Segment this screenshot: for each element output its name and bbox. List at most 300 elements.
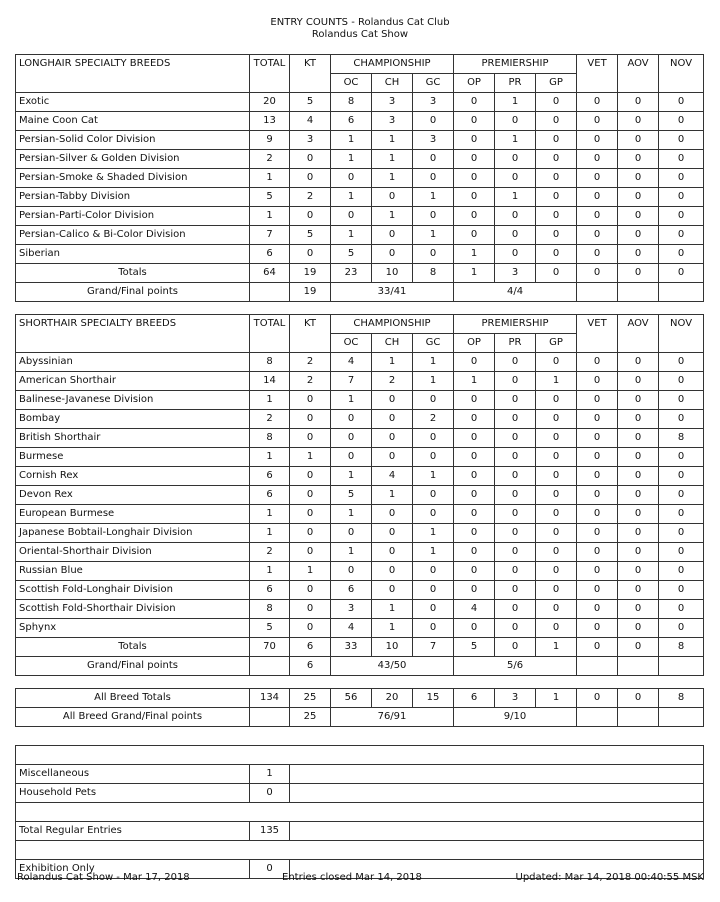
summary-table [15, 745, 704, 879]
breed-name: American Shorthair [16, 372, 250, 391]
count-cell: 0 [495, 112, 536, 131]
summary-row [16, 765, 704, 784]
count-cell: 0 [659, 245, 704, 264]
count-cell: 0 [331, 169, 372, 188]
column-header-kt: KT [290, 55, 331, 93]
count-cell: 1 [331, 391, 372, 410]
count-cell: 0 [372, 524, 413, 543]
footer-updated: Updated: Mar 14, 2018 00:40:55 MSK [515, 872, 704, 883]
total-cell: 1 [536, 689, 577, 708]
column-header-aov: AOV [618, 315, 659, 353]
count-cell: 4 [331, 619, 372, 638]
count-cell: 0 [577, 353, 618, 372]
count-cell: 0 [536, 505, 577, 524]
table-row [16, 353, 704, 372]
table-row [16, 150, 704, 169]
column-header-op: OP [454, 334, 495, 353]
count-cell: 0 [536, 226, 577, 245]
column-header-gc: GC [413, 334, 454, 353]
total-cell: 0 [536, 264, 577, 283]
count-cell: 0 [331, 207, 372, 226]
empty-cell [659, 657, 704, 676]
count-cell: 0 [659, 562, 704, 581]
count-cell: 0 [536, 581, 577, 600]
count-cell: 0 [495, 486, 536, 505]
count-cell: 0 [413, 562, 454, 581]
count-cell: 0 [659, 581, 704, 600]
count-cell: 0 [618, 372, 659, 391]
count-cell: 1 [413, 467, 454, 486]
total-cell: 23 [331, 264, 372, 283]
grand-final-championship: 43/50 [331, 657, 454, 676]
spacer-row [16, 803, 704, 822]
count-cell: 0 [618, 112, 659, 131]
breed-name: European Burmese [16, 505, 250, 524]
count-cell: 1 [250, 207, 290, 226]
count-cell: 0 [577, 581, 618, 600]
count-cell: 0 [454, 448, 495, 467]
header-row [16, 55, 704, 74]
breed-name: Oriental-Shorthair Division [16, 543, 250, 562]
empty-cell [577, 657, 618, 676]
count-cell: 1 [454, 372, 495, 391]
total-cell: 33 [331, 638, 372, 657]
count-cell: 0 [290, 207, 331, 226]
empty-cell [250, 283, 290, 302]
total-cell: 0 [495, 638, 536, 657]
count-cell: 0 [372, 188, 413, 207]
count-cell: 8 [250, 429, 290, 448]
count-cell: 0 [659, 93, 704, 112]
count-cell: 0 [577, 188, 618, 207]
summary-value: 0 [250, 860, 290, 879]
breed-name: Persian-Solid Color Division [16, 131, 250, 150]
count-cell: 0 [372, 429, 413, 448]
breed-name: Sphynx [16, 619, 250, 638]
section-title: SHORTHAIR SPECIALTY BREEDS [16, 315, 250, 353]
count-cell: 0 [454, 486, 495, 505]
column-header-championship: CHAMPIONSHIP [331, 55, 454, 74]
count-cell: 0 [536, 429, 577, 448]
count-cell: 0 [577, 131, 618, 150]
total-cell: 64 [250, 264, 290, 283]
table-row [16, 207, 704, 226]
count-cell: 0 [290, 169, 331, 188]
count-cell: 13 [250, 112, 290, 131]
total-cell: 3 [495, 689, 536, 708]
count-cell: 2 [250, 410, 290, 429]
breed-name: Balinese-Javanese Division [16, 391, 250, 410]
count-cell: 0 [454, 410, 495, 429]
total-cell: 7 [413, 638, 454, 657]
count-cell: 0 [659, 619, 704, 638]
count-cell: 0 [372, 505, 413, 524]
empty-cell [659, 708, 704, 727]
total-cell: 3 [495, 264, 536, 283]
count-cell: 1 [413, 226, 454, 245]
count-cell: 0 [618, 410, 659, 429]
count-cell: 0 [290, 619, 331, 638]
spacer-cell [16, 841, 704, 860]
footer-show-date: Rolandus Cat Show - Mar 17, 2018 [17, 872, 190, 883]
count-cell: 1 [413, 353, 454, 372]
spacer-cell [16, 803, 704, 822]
table-row [16, 245, 704, 264]
grand-final-premiership: 5/6 [454, 657, 577, 676]
table-row [16, 372, 704, 391]
count-cell: 0 [618, 207, 659, 226]
count-cell: 0 [618, 226, 659, 245]
count-cell: 1 [250, 169, 290, 188]
count-cell: 1 [290, 448, 331, 467]
table-row [16, 600, 704, 619]
column-header-vet: VET [577, 55, 618, 93]
count-cell: 0 [372, 581, 413, 600]
count-cell: 0 [495, 353, 536, 372]
total-cell: 8 [659, 638, 704, 657]
count-cell: 1 [331, 131, 372, 150]
count-cell: 1 [495, 131, 536, 150]
count-cell: 2 [250, 543, 290, 562]
count-cell: 0 [659, 524, 704, 543]
table-row [16, 524, 704, 543]
count-cell: 1 [250, 391, 290, 410]
breed-name: Siberian [16, 245, 250, 264]
report-subtitle: Rolandus Cat Show [311, 29, 409, 40]
count-cell: 1 [290, 562, 331, 581]
header-row [16, 315, 704, 334]
count-cell: 0 [659, 600, 704, 619]
count-cell: 0 [618, 467, 659, 486]
breed-name: British Shorthair [16, 429, 250, 448]
count-cell: 4 [290, 112, 331, 131]
count-cell: 0 [372, 562, 413, 581]
breed-name: Cornish Rex [16, 467, 250, 486]
count-cell: 0 [536, 410, 577, 429]
all-breed-grand-premiership: 9/10 [454, 708, 577, 727]
count-cell: 0 [495, 245, 536, 264]
count-cell: 6 [250, 467, 290, 486]
count-cell: 0 [290, 581, 331, 600]
count-cell: 1 [331, 188, 372, 207]
count-cell: 0 [536, 93, 577, 112]
count-cell: 8 [250, 353, 290, 372]
count-cell: 0 [618, 169, 659, 188]
all-breed-totals-row [16, 689, 704, 708]
empty-cell [250, 708, 290, 727]
count-cell: 0 [659, 448, 704, 467]
count-cell: 0 [659, 410, 704, 429]
all-breed-grand-kt: 25 [290, 708, 331, 727]
breed-name: Bombay [16, 410, 250, 429]
count-cell: 1 [413, 188, 454, 207]
table-row [16, 93, 704, 112]
count-cell: 1 [372, 131, 413, 150]
table-row [16, 448, 704, 467]
count-cell: 8 [331, 93, 372, 112]
column-header-premiership: PREMIERSHIP [454, 55, 577, 74]
count-cell: 5 [331, 486, 372, 505]
count-cell: 1 [372, 619, 413, 638]
count-cell: 0 [659, 131, 704, 150]
empty-cell [577, 283, 618, 302]
count-cell: 0 [659, 226, 704, 245]
count-cell: 0 [659, 486, 704, 505]
table-row [16, 543, 704, 562]
empty-cell [618, 657, 659, 676]
breed-name: Devon Rex [16, 486, 250, 505]
count-cell: 0 [618, 543, 659, 562]
count-cell: 0 [577, 372, 618, 391]
count-cell: 1 [372, 207, 413, 226]
count-cell: 0 [454, 429, 495, 448]
summary-row [16, 784, 704, 803]
count-cell: 5 [250, 188, 290, 207]
shorthair-table [15, 314, 704, 676]
breed-name: Exotic [16, 93, 250, 112]
empty-cell [290, 822, 704, 841]
column-header-ch: CH [372, 74, 413, 93]
count-cell: 0 [454, 619, 495, 638]
count-cell: 0 [372, 448, 413, 467]
count-cell: 3 [331, 600, 372, 619]
count-cell: 0 [290, 150, 331, 169]
all-breed-grand-label: All Breed Grand/Final points [16, 708, 250, 727]
count-cell: 1 [250, 524, 290, 543]
empty-cell [618, 283, 659, 302]
count-cell: 0 [659, 372, 704, 391]
column-header-oc: OC [331, 334, 372, 353]
count-cell: 0 [536, 131, 577, 150]
totals-row [16, 264, 704, 283]
count-cell: 0 [372, 410, 413, 429]
count-cell: 0 [618, 131, 659, 150]
count-cell: 4 [454, 600, 495, 619]
count-cell: 0 [577, 486, 618, 505]
spacer-row [16, 746, 704, 765]
count-cell: 0 [413, 486, 454, 505]
count-cell: 0 [618, 150, 659, 169]
breed-name: Persian-Smoke & Shaded Division [16, 169, 250, 188]
count-cell: 0 [331, 524, 372, 543]
footer-entries-closed: Entries closed Mar 14, 2018 [282, 872, 422, 883]
column-header-pr: PR [495, 334, 536, 353]
breed-name: Burmese [16, 448, 250, 467]
table-row [16, 410, 704, 429]
count-cell: 0 [495, 150, 536, 169]
count-cell: 0 [290, 391, 331, 410]
count-cell: 2 [413, 410, 454, 429]
total-cell: 8 [413, 264, 454, 283]
count-cell: 7 [331, 372, 372, 391]
count-cell: 0 [290, 245, 331, 264]
table-row [16, 429, 704, 448]
count-cell: 4 [372, 467, 413, 486]
count-cell: 9 [250, 131, 290, 150]
empty-cell [659, 283, 704, 302]
count-cell: 0 [618, 524, 659, 543]
count-cell: 0 [618, 429, 659, 448]
count-cell: 1 [536, 372, 577, 391]
column-header-ch: CH [372, 334, 413, 353]
count-cell: 0 [454, 131, 495, 150]
count-cell: 0 [290, 543, 331, 562]
count-cell: 0 [413, 150, 454, 169]
count-cell: 0 [454, 112, 495, 131]
count-cell: 0 [577, 391, 618, 410]
summary-label: Household Pets [16, 784, 250, 803]
count-cell: 0 [659, 543, 704, 562]
count-cell: 0 [495, 524, 536, 543]
count-cell: 0 [454, 391, 495, 410]
count-cell: 0 [577, 410, 618, 429]
count-cell: 0 [659, 391, 704, 410]
breed-name: Maine Coon Cat [16, 112, 250, 131]
count-cell: 0 [454, 93, 495, 112]
column-header-premiership: PREMIERSHIP [454, 315, 577, 334]
column-header-pr: PR [495, 74, 536, 93]
count-cell: 0 [454, 226, 495, 245]
count-cell: 1 [331, 467, 372, 486]
count-cell: 3 [413, 93, 454, 112]
count-cell: 0 [659, 467, 704, 486]
count-cell: 0 [413, 581, 454, 600]
count-cell: 0 [536, 353, 577, 372]
count-cell: 0 [290, 600, 331, 619]
summary-label: Total Regular Entries [16, 822, 250, 841]
breed-name: Persian-Parti-Color Division [16, 207, 250, 226]
count-cell: 5 [250, 619, 290, 638]
total-cell: 6 [454, 689, 495, 708]
count-cell: 1 [372, 169, 413, 188]
count-cell: 0 [495, 467, 536, 486]
count-cell: 0 [454, 581, 495, 600]
totals-row [16, 638, 704, 657]
count-cell: 3 [372, 112, 413, 131]
count-cell: 0 [454, 524, 495, 543]
all-breed-grand-row [16, 708, 704, 727]
table-row [16, 467, 704, 486]
count-cell: 0 [413, 619, 454, 638]
count-cell: 0 [577, 245, 618, 264]
count-cell: 0 [372, 245, 413, 264]
count-cell: 0 [577, 505, 618, 524]
table-row [16, 188, 704, 207]
count-cell: 1 [454, 245, 495, 264]
column-header-gp: GP [536, 334, 577, 353]
count-cell: 2 [290, 188, 331, 207]
summary-label: Exhibition Only [16, 860, 250, 879]
count-cell: 0 [495, 600, 536, 619]
count-cell: 0 [413, 505, 454, 524]
count-cell: 0 [290, 467, 331, 486]
count-cell: 5 [331, 245, 372, 264]
total-cell: 6 [290, 638, 331, 657]
total-cell: 15 [413, 689, 454, 708]
count-cell: 2 [372, 372, 413, 391]
count-cell: 0 [413, 429, 454, 448]
table-row [16, 169, 704, 188]
report-title: ENTRY COUNTS - Rolandus Cat Club [270, 17, 450, 28]
column-header-nov: NOV [659, 315, 704, 353]
count-cell: 0 [618, 93, 659, 112]
column-header-gc: GC [413, 74, 454, 93]
count-cell: 6 [331, 112, 372, 131]
count-cell: 0 [536, 150, 577, 169]
count-cell: 3 [372, 93, 413, 112]
column-header-total: TOTAL [250, 315, 290, 353]
count-cell: 0 [618, 600, 659, 619]
count-cell: 8 [250, 600, 290, 619]
section-title: LONGHAIR SPECIALTY BREEDS [16, 55, 250, 93]
count-cell: 0 [618, 353, 659, 372]
count-cell: 0 [290, 486, 331, 505]
count-cell: 0 [577, 562, 618, 581]
count-cell: 0 [577, 93, 618, 112]
count-cell: 0 [536, 562, 577, 581]
total-cell: 0 [618, 638, 659, 657]
count-cell: 0 [577, 207, 618, 226]
count-cell: 4 [331, 353, 372, 372]
count-cell: 0 [577, 150, 618, 169]
count-cell: 0 [536, 448, 577, 467]
count-cell: 0 [577, 169, 618, 188]
empty-cell [290, 765, 704, 784]
total-cell: 25 [290, 689, 331, 708]
breed-name: Russian Blue [16, 562, 250, 581]
count-cell: 0 [454, 543, 495, 562]
count-cell: 0 [495, 391, 536, 410]
count-cell: 1 [413, 372, 454, 391]
grand-final-kt: 19 [290, 283, 331, 302]
empty-cell [250, 657, 290, 676]
breed-name: Persian-Calico & Bi-Color Division [16, 226, 250, 245]
count-cell: 0 [454, 505, 495, 524]
count-cell: 0 [372, 226, 413, 245]
count-cell: 0 [495, 226, 536, 245]
count-cell: 0 [290, 505, 331, 524]
count-cell: 0 [331, 562, 372, 581]
count-cell: 7 [250, 226, 290, 245]
count-cell: 0 [331, 429, 372, 448]
all-breed-totals-label: All Breed Totals [16, 689, 250, 708]
total-cell: 0 [618, 689, 659, 708]
count-cell: 0 [290, 429, 331, 448]
count-cell: 0 [536, 169, 577, 188]
count-cell: 0 [454, 562, 495, 581]
all-breed-table [15, 688, 704, 727]
summary-value: 0 [250, 784, 290, 803]
count-cell: 0 [413, 600, 454, 619]
count-cell: 0 [454, 207, 495, 226]
count-cell: 1 [413, 524, 454, 543]
count-cell: 0 [659, 188, 704, 207]
total-cell: 10 [372, 264, 413, 283]
total-cell: 8 [659, 689, 704, 708]
count-cell: 20 [250, 93, 290, 112]
count-cell: 0 [495, 207, 536, 226]
total-cell: 10 [372, 638, 413, 657]
count-cell: 0 [495, 562, 536, 581]
count-cell: 0 [536, 467, 577, 486]
empty-cell [618, 708, 659, 727]
count-cell: 0 [536, 188, 577, 207]
empty-cell [577, 708, 618, 727]
count-cell: 0 [454, 353, 495, 372]
empty-cell [290, 784, 704, 803]
count-cell: 6 [250, 581, 290, 600]
count-cell: 5 [290, 226, 331, 245]
